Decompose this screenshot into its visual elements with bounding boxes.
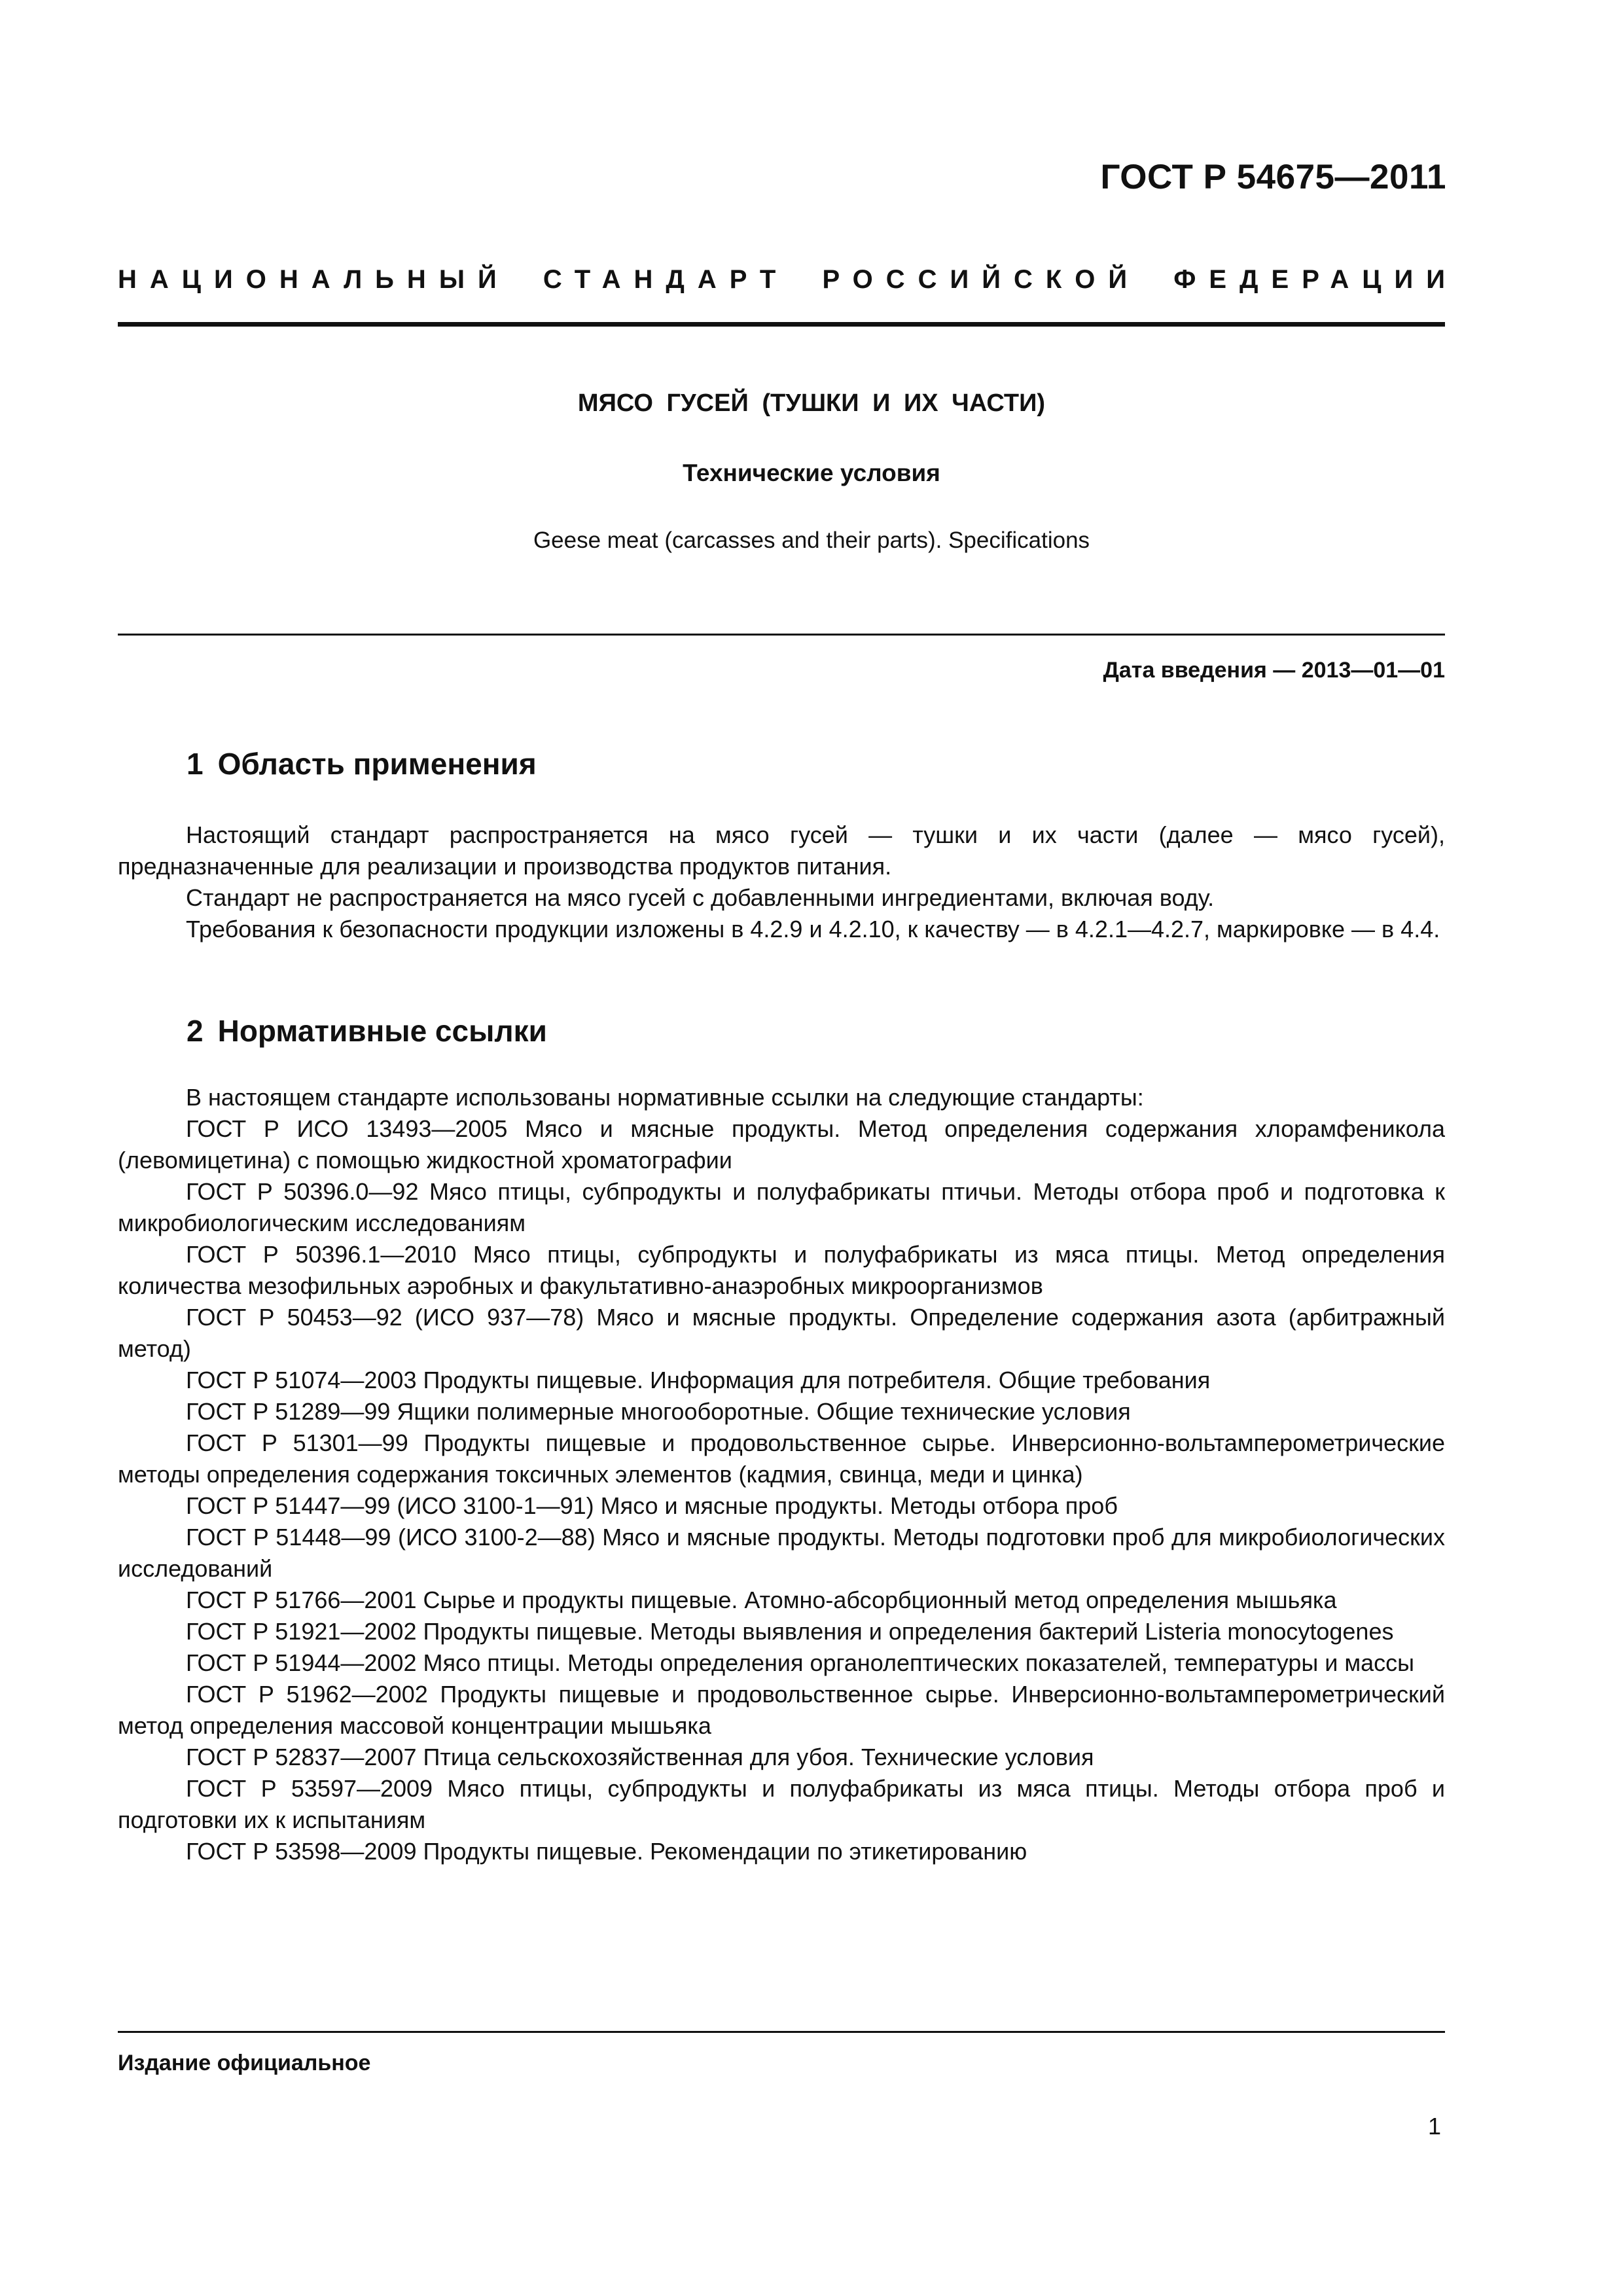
section-number: 2 — [187, 1014, 204, 1048]
section-title: Нормативные ссылки — [217, 1014, 547, 1048]
reference-item: ГОСТ Р 53597—2009 Мясо птицы, субпродукты и полуфабрикаты из мяса птицы. Методы отбора проб и подготовки их к испытаниям — [118, 1775, 1445, 1833]
reference-item: ГОСТ Р 50453—92 (ИСО 937—78) Мясо и мясные продукты. Определение содержания азота (арбитражный метод) — [118, 1304, 1445, 1362]
paragraph: В настоящем стандарте использованы нормативные ссылки на следующие стандарты: — [186, 1084, 1144, 1111]
reference-item: ГОСТ Р ИСО 13493—2005 Мясо и мясные продукты. Метод определения содержания хлорамфеникола (левомицетина) с помощью жидкостной хроматографии — [118, 1115, 1445, 1174]
section-title: Область применения — [217, 747, 537, 781]
paragraph: Требования к безопасности продукции изложены в 4.2.9 и 4.2.10, к качеству — в 4.2.1—4.2.7, маркировке — в 4.4. — [186, 916, 1440, 942]
document-subtitle: Технические условия — [683, 459, 940, 486]
reference-item: ГОСТ Р 50396.1—2010 Мясо птицы, субпродукты и полуфабрикаты из мяса птицы. Метод определения количества мезофильных аэробных и факультативно-анаэробных микроорганизмов — [118, 1241, 1445, 1299]
banner-word: СТАНДАРТ — [543, 265, 789, 294]
page-number: 1 — [1427, 2113, 1441, 2140]
document-title: МЯСО ГУСЕЙ (ТУШКИ И ИХ ЧАСТИ) — [577, 389, 1046, 417]
banner-word: ФЕДЕРАЦИИ — [1173, 265, 1458, 294]
official-edition-label: Издание официальное — [118, 2051, 371, 2075]
footer-divider — [118, 2031, 1445, 2033]
reference-item: ГОСТ Р 51301—99 Продукты пищевые и продовольственное сырье. Инверсионно-вольтамперометрические методы определения содержания токсичных элементов (кадмия, свинца, меди и цинка) — [118, 1429, 1445, 1488]
section-number: 1 — [187, 747, 204, 781]
banner-word: НАЦИОНАЛЬНЫЙ — [118, 265, 510, 294]
header-divider — [118, 322, 1445, 327]
section-1-body — [118, 819, 1445, 945]
reference-item: ГОСТ Р 51962—2002 Продукты пищевые и продовольственное сырье. Инверсионно-вольтамперометрический метод определения массовой концентрации мышьяка — [118, 1681, 1445, 1739]
reference-item: ГОСТ Р 51921—2002 Продукты пищевые. Методы выявления и определения бактерий Listeria monocytogenes — [186, 1618, 1394, 1645]
reference-item: ГОСТ Р 50396.0—92 Мясо птицы, субпродукты и полуфабрикаты птичьи. Методы отбора проб и подготовка к микробиологическим исследованиям — [118, 1178, 1445, 1236]
reference-item: ГОСТ Р 51447—99 (ИСО 3100-1—91) Мясо и мясные продукты. Методы отбора проб — [186, 1492, 1118, 1519]
reference-item: ГОСТ Р 51944—2002 Мясо птицы. Методы определения органолептических показателей, температуры и массы — [186, 1649, 1415, 1676]
section-2-body — [118, 1082, 1445, 1867]
reference-item: ГОСТ Р 51766—2001 Сырье и продукты пищевые. Атомно-абсорбционный метод определения мышьяка — [186, 1587, 1337, 1613]
reference-item: ГОСТ Р 51448—99 (ИСО 3100-2—88) Мясо и мясные продукты. Методы подготовки проб для микробиологических исследований — [118, 1524, 1445, 1582]
document-title-english: Geese meat (carcasses and their parts). Specifications — [533, 528, 1090, 553]
reference-item: ГОСТ Р 52837—2007 Птица сельскохозяйственная для убоя. Технические условия — [186, 1744, 1094, 1770]
section-2-heading — [187, 1013, 547, 1049]
paragraph: Настоящий стандарт распространяется на мясо гусей — тушки и их части (далее — мясо гусей), предназначенные для реализации и производства продуктов питания. — [118, 821, 1445, 880]
reference-item: ГОСТ Р 53598—2009 Продукты пищевые. Рекомендации по этикетированию — [186, 1838, 1027, 1865]
reference-item: ГОСТ Р 51289—99 Ящики полимерные многооборотные. Общие технические условия — [186, 1398, 1131, 1425]
standard-number: ГОСТ Р 54675—2011 — [1100, 158, 1446, 196]
introduction-date: Дата введения — 2013—01—01 — [1103, 658, 1445, 683]
national-standard-banner — [118, 265, 1458, 295]
paragraph: Стандарт не распространяется на мясо гусей с добавленными ингредиентами, включая воду. — [186, 884, 1215, 911]
title-divider — [118, 634, 1445, 636]
reference-item: ГОСТ Р 51074—2003 Продукты пищевые. Информация для потребителя. Общие требования — [186, 1367, 1211, 1393]
section-1-heading — [187, 746, 537, 781]
banner-word: РОССИЙСКОЙ — [822, 265, 1141, 294]
